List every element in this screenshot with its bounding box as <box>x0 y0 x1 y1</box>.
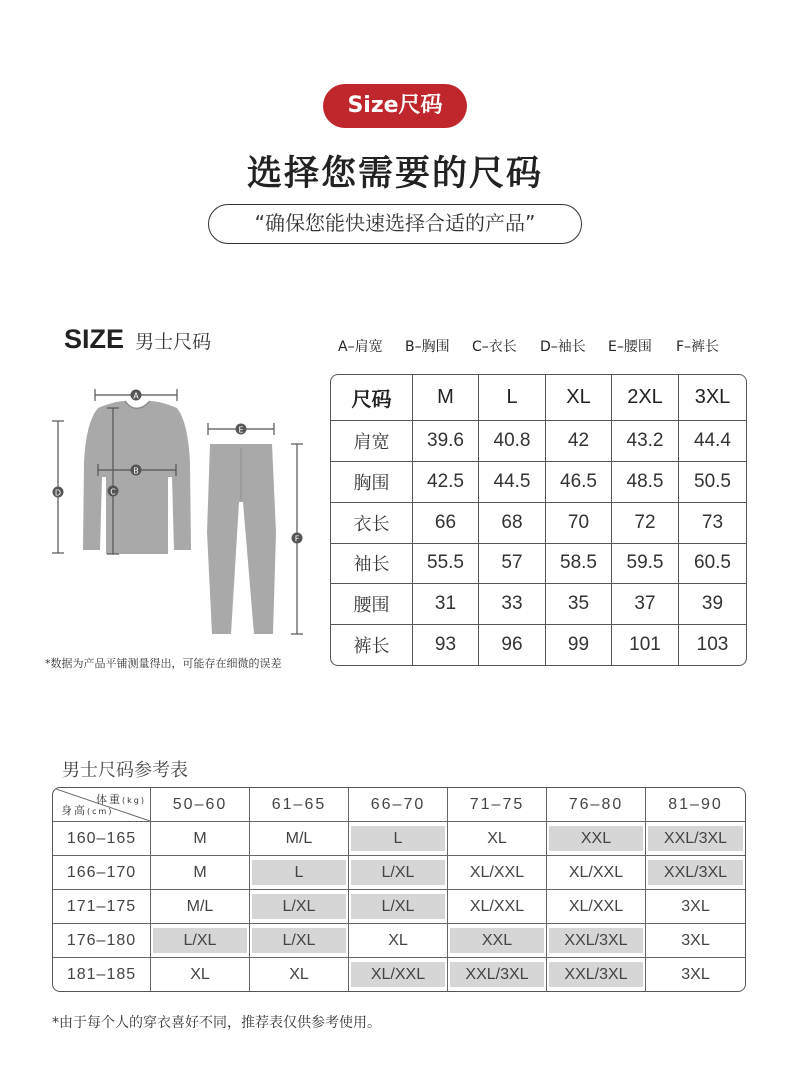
height-row-label: 171–175 <box>53 890 151 924</box>
size-heading-cn: 男士尺码 <box>135 331 212 353</box>
table-row-label: 衣长 <box>331 503 413 544</box>
reference-cell: XL <box>448 822 547 856</box>
legend-item-a: A–肩宽 <box>338 339 383 355</box>
table-cell: 73 <box>679 503 746 544</box>
reference-corner-cell <box>53 788 151 822</box>
table-header-cell: 3XL <box>679 375 746 421</box>
reference-row <box>53 924 745 958</box>
reference-cell: L <box>349 822 448 856</box>
table-cell: 48.5 <box>612 462 679 503</box>
reference-cell: XL <box>151 958 250 991</box>
table-cell: 57 <box>479 544 546 585</box>
reference-cell: XXL/3XL <box>646 856 745 890</box>
reference-cell: XL/XXL <box>349 958 448 991</box>
table-header-cell: XL <box>546 375 612 421</box>
table-cell: 37 <box>612 584 679 625</box>
reference-cell: XL/XXL <box>547 890 646 924</box>
reference-cell: L/XL <box>151 924 250 958</box>
table-cell: 68 <box>479 503 546 544</box>
table-cell: 44.5 <box>479 462 546 503</box>
shirt-illustration <box>83 401 191 554</box>
table-cell: 50.5 <box>679 462 746 503</box>
weight-header-cell: 66–70 <box>349 788 448 822</box>
table-row-label: 胸围 <box>331 462 413 503</box>
reference-cell: L/XL <box>349 890 448 924</box>
table-row <box>331 503 746 544</box>
table-row <box>331 544 746 585</box>
reference-cell: XXL/3XL <box>547 958 646 991</box>
table-cell: 40.8 <box>479 421 546 462</box>
size-reference-table <box>52 787 746 992</box>
reference-cell: L/XL <box>250 890 349 924</box>
table-row-label: 腰围 <box>331 584 413 625</box>
table-cell: 103 <box>696 634 729 656</box>
reference-cell: XXL <box>448 924 547 958</box>
table-row <box>331 421 746 462</box>
reference-title: 男士尺码参考表 <box>62 760 188 781</box>
reference-cell: XXL/3XL <box>547 924 646 958</box>
size-badge: Size尺码 <box>323 84 467 128</box>
height-row-label: 160–165 <box>53 822 151 856</box>
table-cell: 60.5 <box>679 544 746 585</box>
figure-label-c: C <box>110 487 116 497</box>
reference-cell: XL <box>250 958 349 991</box>
reference-row <box>53 822 745 856</box>
reference-row <box>53 856 745 890</box>
reference-cell: 3XL <box>681 966 710 983</box>
table-header-row <box>331 375 746 421</box>
table-cell: 35 <box>546 584 612 625</box>
reference-cell: XL <box>349 924 448 958</box>
legend-item-d: D–袖长 <box>540 339 586 355</box>
reference-cell: XXL/3XL <box>646 822 745 856</box>
reference-cell: XXL <box>547 822 646 856</box>
reference-cell: XXL/3XL <box>448 958 547 991</box>
height-row-label: 166–170 <box>53 856 151 890</box>
figure-label-a: A <box>133 391 139 401</box>
table-cell: 96 <box>479 625 546 665</box>
weight-header-cell: 71–75 <box>448 788 547 822</box>
table-row <box>331 462 746 503</box>
reference-cell: L <box>250 856 349 890</box>
corner-weight-label: 体重(kg) <box>96 793 146 806</box>
size-heading <box>64 324 211 355</box>
table-cell: 33 <box>479 584 546 625</box>
reference-cell: L/XL <box>349 856 448 890</box>
table-cell: 66 <box>413 503 479 544</box>
figure-label-b: B <box>133 466 139 476</box>
reference-cell: XL/XXL <box>547 856 646 890</box>
table-header-cell: M <box>413 375 479 421</box>
reference-cell: M/L <box>151 890 250 924</box>
weight-header-cell: 81–90 <box>646 788 745 822</box>
table-cell: 99 <box>546 625 612 665</box>
table-row-label: 袖长 <box>331 544 413 585</box>
reference-note: *由于每个人的穿衣喜好不同，推荐表仅供参考使用。 <box>52 1015 381 1031</box>
reference-row <box>53 890 745 924</box>
table-header-cell: 尺码 <box>331 375 413 421</box>
reference-cell: M/L <box>250 822 349 856</box>
reference-row <box>53 958 745 991</box>
size-heading-en: SIZE <box>64 324 125 354</box>
table-header-cell: 2XL <box>612 375 679 421</box>
figure-label-d: D <box>54 488 62 498</box>
table-cell: 46.5 <box>546 462 612 503</box>
height-row-label: 176–180 <box>53 924 151 958</box>
figure-label-f: F <box>294 534 300 544</box>
reference-cell: XL/XXL <box>448 856 547 890</box>
legend-item-c: C–衣长 <box>472 339 517 355</box>
corner-height-label: 身高(cm) <box>61 804 114 817</box>
table-row <box>331 625 746 665</box>
table-cell: 59.5 <box>612 544 679 585</box>
table-row-label: 裤长 <box>331 625 413 665</box>
reference-cell: L/XL <box>250 924 349 958</box>
page-title: 选择您需要的尺码 <box>246 154 543 194</box>
table-cell: 70 <box>546 503 612 544</box>
table-cell: 42.5 <box>413 462 479 503</box>
table-cell: 93 <box>413 625 479 665</box>
measurement-note: *数据为产品平铺测量得出，可能存在细微的误差 <box>45 657 282 670</box>
reference-cell: M <box>151 856 250 890</box>
table-cell: 42 <box>546 421 612 462</box>
table-cell: 39 <box>679 584 746 625</box>
table-cell: 44.4 <box>679 421 746 462</box>
table-header-cell: L <box>479 375 546 421</box>
reference-cell: 3XL <box>646 924 745 958</box>
table-cell: 101 <box>612 625 679 665</box>
table-row-label: 肩宽 <box>331 421 413 462</box>
figure-label-e: E <box>238 425 244 435</box>
table-cell: 39.6 <box>413 421 479 462</box>
table-cell: 55.5 <box>413 544 479 585</box>
height-row-label: 181–185 <box>53 958 151 991</box>
legend-item-e: E–腰围 <box>608 339 652 355</box>
reference-cell: M <box>151 822 250 856</box>
garment-measurement-figure <box>40 372 320 652</box>
legend-item-f: F–裤长 <box>676 339 720 355</box>
table-cell: 72 <box>612 503 679 544</box>
table-row <box>331 584 746 625</box>
reference-cell: XL/XXL <box>448 890 547 924</box>
subtitle-pill: “确保您能快速选择合适的产品” <box>208 204 582 244</box>
weight-header-cell: 61–65 <box>250 788 349 822</box>
reference-header-row <box>53 788 745 822</box>
weight-header-cell: 50–60 <box>151 788 250 822</box>
table-cell: 58.5 <box>546 544 612 585</box>
table-cell: 31 <box>413 584 479 625</box>
size-measurement-table <box>330 374 747 666</box>
legend-item-b: B–胸围 <box>405 339 450 355</box>
table-cell: 43.2 <box>612 421 679 462</box>
weight-header-cell: 76–80 <box>547 788 646 822</box>
reference-cell: 3XL <box>646 890 745 924</box>
